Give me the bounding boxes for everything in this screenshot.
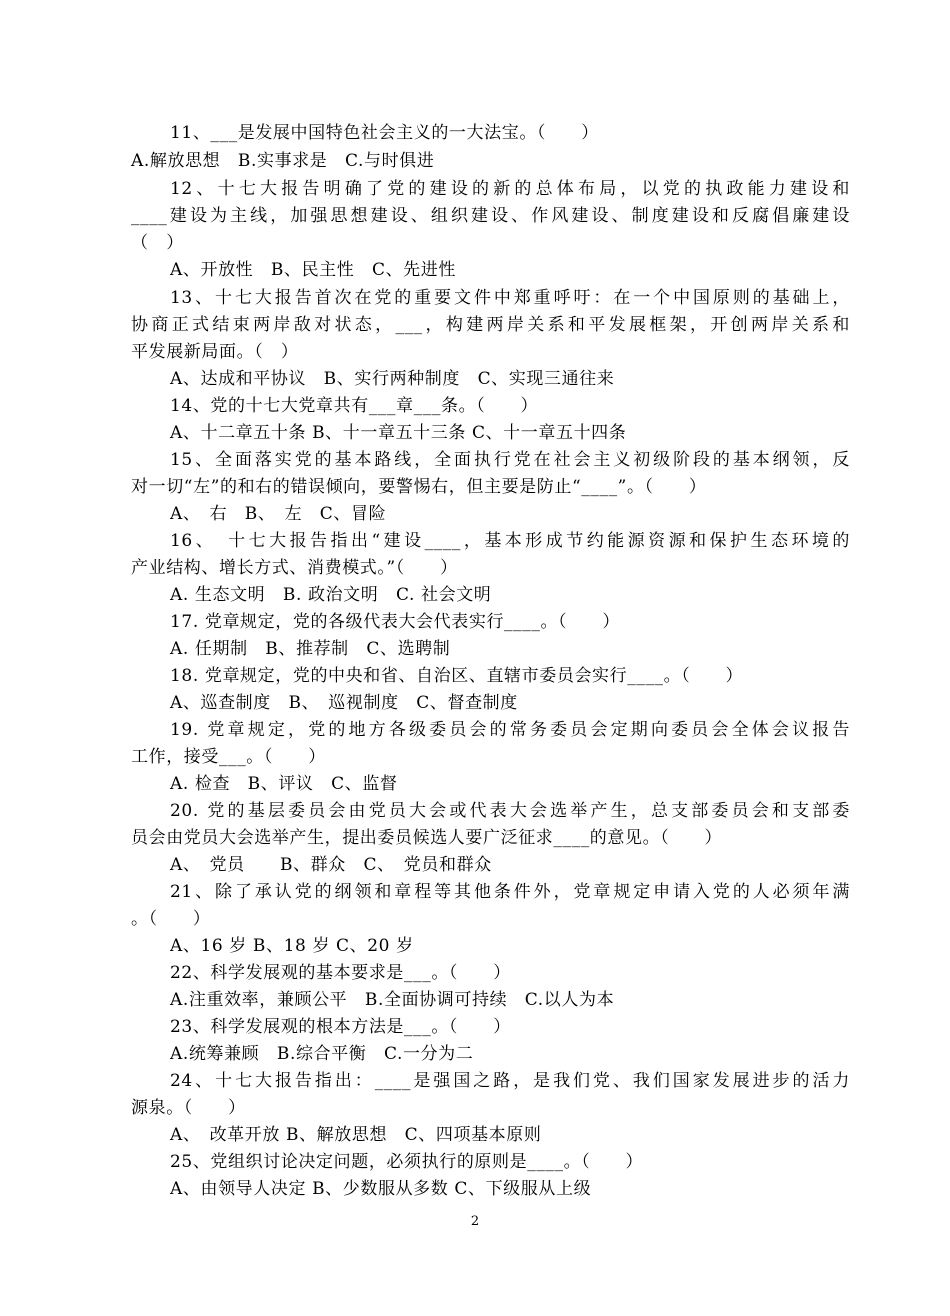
q13-stem-line2: 协商正式结束两岸敌对状态，___，构建两岸关系和平发展框架，开创两岸关系和 [131, 315, 850, 335]
q23-stem: 23、科学发展观的根本方法是___。（ ） [170, 1017, 511, 1037]
q15-stem-line1: 15、全面落实党的基本路线，全面执行党在社会主义初级阶段的基本纲领，反 [170, 450, 850, 470]
q21-options: A、16 岁 B、18 岁 C、20 岁 [170, 936, 414, 956]
q16-options: A. 生态文明 B. 政治文明 C. 社会文明 [170, 585, 492, 605]
q21-stem-line2: 。（ ） [131, 909, 211, 929]
q11-stem: 11、___是发展中国特色社会主义的一大法宝。（ ） [170, 123, 599, 143]
q25-stem: 25、党组织讨论决定问题，必须执行的原则是____。（ ） [170, 1152, 644, 1172]
q18-stem: 18. 党章规定，党的中央和省、自治区、直辖市委员会实行____。（ ） [170, 666, 744, 686]
q25-options: A、由领导人决定 B、少数服从多数 C、下级服从上级 [170, 1179, 592, 1199]
page-number: 2 [470, 1214, 480, 1229]
q17-options: A. 任期制 B、推荐制 C、选聘制 [170, 639, 451, 659]
q20-stem-line2: 员会由党员大会选举产生，提出委员候选人要广泛征求____的意见。（ ） [131, 828, 723, 848]
q18-options: A、巡查制度 B、 巡视制度 C、督查制度 [170, 693, 518, 713]
q22-options: A.注重效率，兼顾公平 B.全面协调可持续 C.以人为本 [170, 990, 615, 1010]
q19-options: A. 检查 B、评议 C、监督 [170, 774, 398, 794]
q21-stem-line1: 21、除了承认党的纲领和章程等其他条件外，党章规定申请入党的人必须年满 [170, 882, 850, 902]
q22-stem: 22、科学发展观的基本要求是___。（ ） [170, 963, 511, 983]
q23-options: A.统筹兼顾 B.综合平衡 C.一分为二 [170, 1044, 474, 1064]
q14-stem: 14、党的十七大党章共有___章___条。（ ） [170, 396, 539, 416]
q24-options: A、 改革开放 B、解放思想 C、四项基本原则 [170, 1125, 542, 1145]
q20-options: A、 党员 B、群众 C、 党员和群众 [170, 855, 492, 875]
q12-options: A、开放性 B、民主性 C、先进性 [170, 260, 456, 280]
q13-options: A、达成和平协议 B、实行两种制度 C、实现三通往来 [170, 369, 615, 389]
q13-stem-line1: 13、十七大报告首次在党的重要文件中郑重呼吁：在一个中国原则的基础上， [170, 288, 850, 308]
q19-stem-line1: 19. 党章规定，党的地方各级委员会的常务委员会定期向委员会全体会议报告 [170, 720, 850, 740]
q13-stem-line3: 平发展新局面。（ ） [131, 342, 299, 362]
q24-stem-line1: 24、十七大报告指出：____是强国之路，是我们党、我们国家发展进步的活力 [170, 1071, 850, 1091]
q12-stem-line2: ____建设为主线，加强思想建设、组织建设、作风建设、制度建设和反腐倡廉建设 [131, 206, 850, 226]
q12-stem-line3: （ ） [131, 233, 184, 253]
q19-stem-line2: 工作，接受___。（ ） [131, 747, 326, 767]
q20-stem-line1: 20. 党的基层委员会由党员大会或代表大会选举产生，总支部委员会和支部委 [170, 801, 850, 821]
q24-stem-line2: 源泉。（ ） [131, 1098, 246, 1118]
q11-options: A.解放思想 B.实事求是 C.与时俱进 [131, 151, 435, 171]
q15-stem-line2: 对一切“左”的和右的错误倾向，要警惕右，但主要是防止“____”。（ ） [131, 477, 707, 497]
q12-stem-line1: 12、十七大报告明确了党的建设的新的总体布局，以党的执政能力建设和 [170, 179, 850, 199]
q16-stem-line2: 产业结构、增长方式、消费模式。”（ ） [131, 558, 458, 578]
q14-options: A、十二章五十条 B、十一章五十三条 C、十一章五十四条 [170, 423, 627, 443]
q15-options: A、 右 B、 左 C、冒险 [170, 504, 387, 524]
q16-stem-line1: 16、 十七大报告指出“建设____，基本形成节约能源资源和保护生态环境的 [170, 531, 850, 551]
q17-stem: 17. 党章规定，党的各级代表大会代表实行____。（ ） [170, 612, 620, 632]
